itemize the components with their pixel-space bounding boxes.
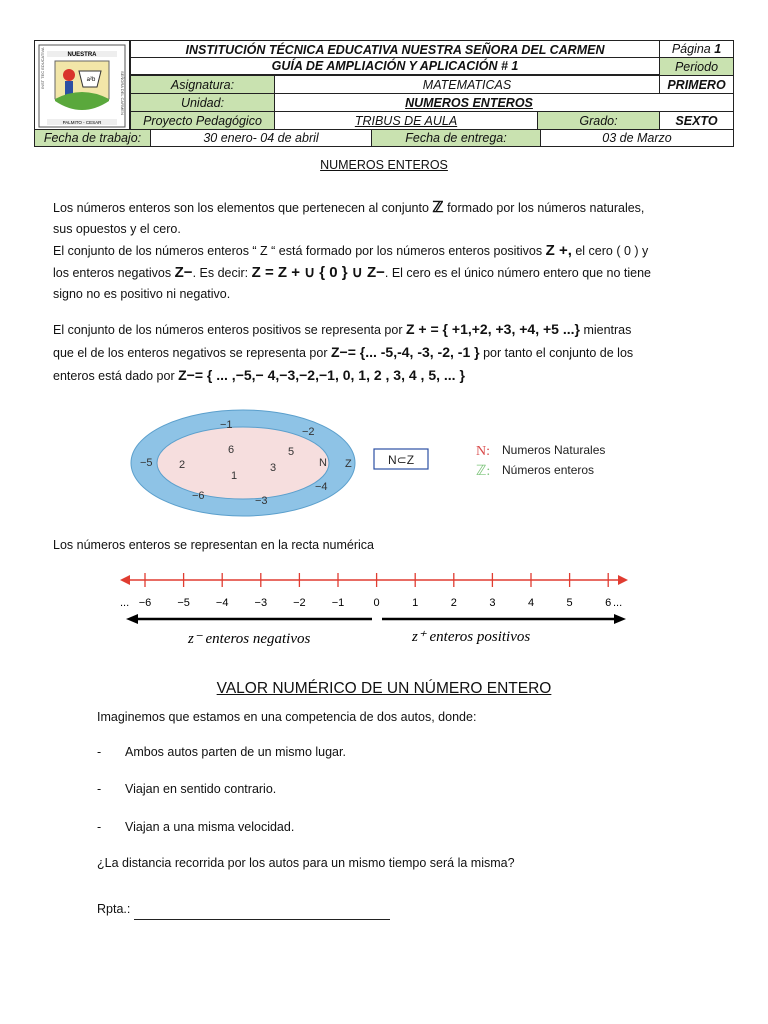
list-item: - Ambos autos parten de un mismo lugar. <box>97 745 346 759</box>
section-title: VALOR NUMÉRICO DE UN NÚMERO ENTERO <box>216 680 552 697</box>
svg-text:a²b: a²b <box>86 77 96 83</box>
p3-symbol: Z− <box>174 264 193 281</box>
outer-num: −5 <box>140 457 153 469</box>
work-date-value: 30 enero- 04 de abril <box>150 129 372 147</box>
tick-label: 1 <box>412 597 419 609</box>
p1-text-b: formado por los números naturales, <box>447 201 645 215</box>
p3-text-c: . El cero es el único número entero que no tiene <box>384 266 652 280</box>
right-ellipsis: ... <box>613 597 623 609</box>
tick-label: 2 <box>450 597 457 609</box>
period-value: PRIMERO <box>659 75 734 94</box>
guide-title: GUÍA DE AMPLIACIÓN Y APLICACIÓN # 1 <box>130 57 660 75</box>
positive-arrow-icon <box>614 614 626 624</box>
page-label: Página <box>671 42 711 56</box>
project-cell <box>274 111 538 130</box>
p2-symbol: Z +, <box>545 242 572 259</box>
unit-cell <box>274 93 734 112</box>
outer-num: −1 <box>220 419 233 431</box>
legend-z-label: Números enteros <box>502 463 595 477</box>
list-item-text: Viajan a una misma velocidad. <box>125 820 295 834</box>
outer-num: −2 <box>302 426 315 438</box>
paragraph-2 <box>53 318 718 387</box>
left-arrow-icon <box>120 575 130 585</box>
tick-label: −3 <box>254 597 268 609</box>
institution-name: INSTITUCIÓN TÉCNICA EDUCATIVA NUESTRA SEÑORA DEL CARMEN <box>130 40 660 58</box>
tick-label: −4 <box>215 597 229 609</box>
subset-label: N⊂Z <box>387 453 415 467</box>
project-label: Proyecto Pedagógico <box>130 111 275 130</box>
answer-label: Rpta.: <box>97 902 131 916</box>
p3-text-b: . Es decir: <box>192 266 249 280</box>
p4-text: signo no es positivo ni negativo. <box>53 287 231 301</box>
numberline-intro: Los números enteros se representan en la recta numérica <box>53 538 375 552</box>
p1-text-c: sus opuestos y el cero. <box>53 222 181 236</box>
p1-text-a: Los números enteros son los elementos que pertenecen al conjunto <box>53 201 429 215</box>
grade-label: Grado: <box>537 111 660 130</box>
legend-z-symbol: ℤ: <box>476 464 491 479</box>
tick-label: −1 <box>331 597 345 609</box>
integers-symbol: ℤ <box>432 199 444 216</box>
tick-label: −2 <box>293 597 306 609</box>
tick-label: 4 <box>527 597 535 609</box>
paragraph-1 <box>53 197 718 305</box>
tick-label: −5 <box>177 597 190 609</box>
logo-top-text: NUESTRA <box>67 52 97 58</box>
school-logo <box>34 40 130 132</box>
work-date-label: Fecha de trabajo: <box>34 129 151 147</box>
inner-num: N <box>319 457 327 469</box>
delivery-label: Fecha de entrega: <box>371 129 541 147</box>
p3-text-a: los enteros negativos <box>53 266 172 280</box>
outer-num: −4 <box>315 481 328 493</box>
header-table <box>34 40 734 147</box>
tick-label: 5 <box>566 597 573 609</box>
school-crest-icon <box>35 41 129 131</box>
tick-label: −6 <box>138 597 152 609</box>
project-value: TRIBUS DE AULA <box>354 113 458 128</box>
svg-text:SEÑORA DEL CARMEN: SEÑORA DEL CARMEN <box>120 71 125 115</box>
tick-label: 0 <box>373 597 380 609</box>
p2-text-a: El conjunto de los números enteros “ Z “ está formado por los números enteros positivos <box>53 244 543 258</box>
inner-num: 3 <box>270 462 277 474</box>
inner-num: 6 <box>228 444 235 456</box>
p5-text-a: El conjunto de los números enteros positivos se representa por <box>53 323 403 337</box>
outer-num: Z <box>345 458 352 470</box>
section-intro: Imaginemos que estamos en una competencia de dos autos, donde: <box>97 710 477 724</box>
p2-text-b: el cero ( 0 ) y <box>575 244 649 258</box>
venn-diagram <box>130 408 630 518</box>
negative-label: z⁻ enteros negativos <box>188 631 311 647</box>
grade-value: SEXTO <box>659 111 734 130</box>
negative-set: Z−= {... -5,-4, -3, -2, -1 } <box>330 344 480 360</box>
negative-arrow-icon <box>126 614 138 624</box>
list-item-text: Ambos autos parten de un mismo lugar. <box>125 745 346 759</box>
answer-row <box>97 899 762 920</box>
inner-num: 5 <box>288 446 295 458</box>
legend-n-label: Numeros Naturales <box>502 443 606 457</box>
positive-label: z⁺ enteros positivos <box>412 629 531 645</box>
p6-text-b: por tanto el conjunto de los <box>483 346 634 360</box>
right-arrow-icon <box>618 575 628 585</box>
delivery-value: 03 de Marzo <box>540 129 734 147</box>
subject-label: Asignatura: <box>130 75 275 94</box>
list-item: - Viajan en sentido contrario. <box>97 782 277 796</box>
outer-num: −3 <box>255 495 268 507</box>
logo-bottom-text: PALMITO - CESAR <box>62 120 102 125</box>
p3-equation: Z = Z + ∪ { 0 } ∪ Z− <box>251 264 385 281</box>
page-number: 1 <box>714 42 722 56</box>
p6-text-a: que el de los enteros negativos se representa por <box>53 346 328 360</box>
p5-text-b: mientras <box>583 323 632 337</box>
legend-n-symbol: N: <box>476 444 490 459</box>
inner-num: 2 <box>179 459 186 471</box>
page-cell <box>659 40 734 58</box>
tick-label: 3 <box>489 597 496 609</box>
unit-label: Unidad: <box>130 93 275 112</box>
outer-num: −6 <box>192 490 205 502</box>
list-item-text: Viajan en sentido contrario. <box>125 782 277 796</box>
tick-label: 6 <box>605 597 612 609</box>
period-label: Periodo <box>659 57 734 76</box>
positive-set: Z + = { +1,+2, +3, +4, +5 ...} <box>405 321 580 337</box>
number-line <box>110 568 640 658</box>
integers-set: Z−= { ... ,−5,− 4,−3,−2,−1, 0, 1, 2 , 3, 4 , 5, ... } <box>178 367 465 383</box>
unit-value: NUMEROS ENTEROS <box>405 95 533 110</box>
answer-line[interactable] <box>134 905 390 920</box>
question-text: ¿La distancia recorrida por los autos para un mismo tiempo será la misma? <box>97 856 515 870</box>
left-ellipsis: ... <box>120 597 130 609</box>
page-title: NUMEROS ENTEROS <box>320 158 448 172</box>
list-item: - Viajan a una misma velocidad. <box>97 820 295 834</box>
subject-value: MATEMATICAS <box>274 75 660 94</box>
svg-text:INST TEC EDUCATIVA: INST TEC EDUCATIVA <box>40 47 45 89</box>
inner-num: 1 <box>231 470 238 482</box>
p7-text-a: enteros está dado por <box>53 369 175 383</box>
